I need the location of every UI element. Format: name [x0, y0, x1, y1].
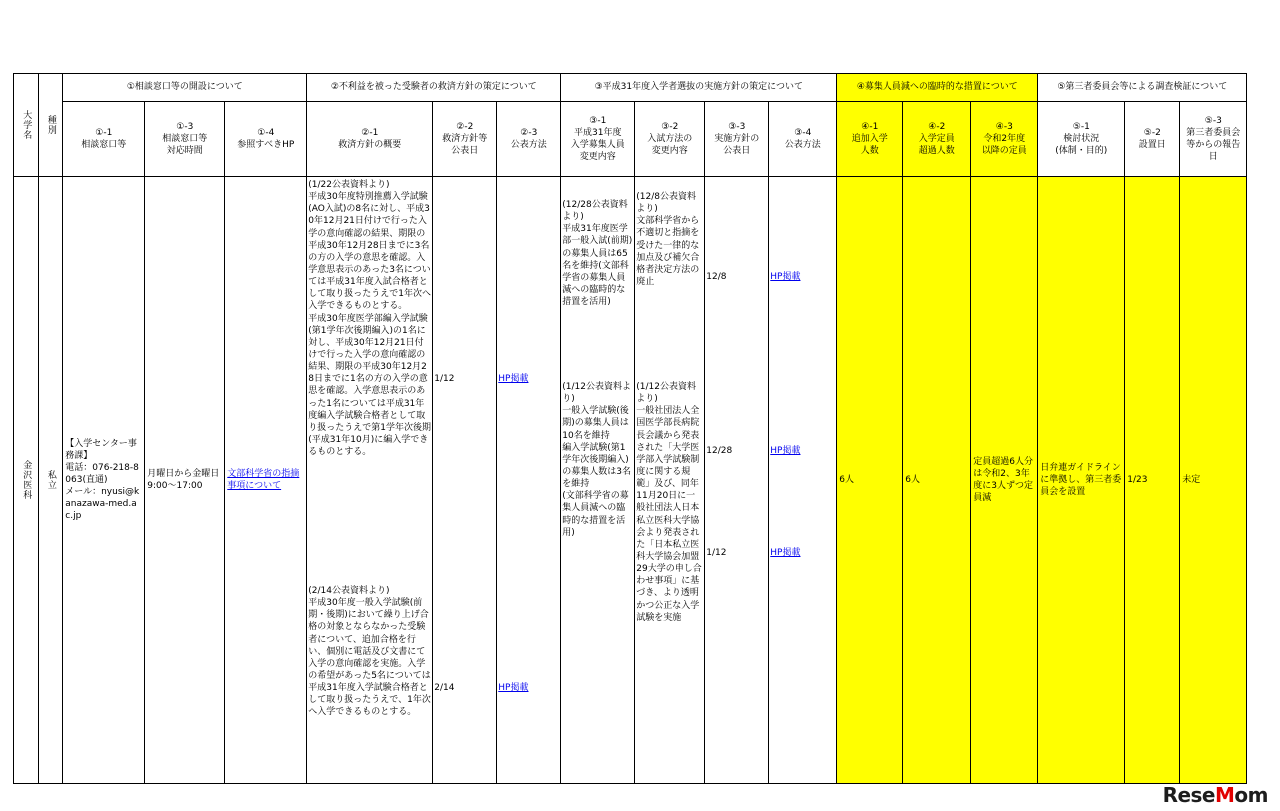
relief-date-b: 2/14	[434, 683, 455, 693]
univ-name-header: 大学名	[14, 74, 39, 177]
future-capacity-cell: 定員超過6人分は令和2、3年度に3人ずつ定員減	[971, 177, 1038, 784]
policy-date-c: 1/12	[706, 548, 727, 558]
col-5-3-header: ⑤-3 第三者委員会 等からの報告 日	[1180, 102, 1247, 177]
col-5-2-header: ⑤-2 設置日	[1125, 102, 1180, 177]
col-4-2-header: ④-2 入学定員 超過人数	[903, 102, 971, 177]
section-3-header: ③平成31年度入学者選抜の実施方針の策定について	[561, 74, 837, 102]
enrollment-change-cell	[561, 177, 635, 784]
reference-hp-link[interactable]: 文部科学省の指摘事項について	[227, 468, 300, 491]
exam-method-cell	[635, 177, 705, 784]
data-table	[13, 73, 1247, 784]
report-date-cell: 未定	[1180, 177, 1247, 784]
contact-cell: 【入学センター事務課】 電話：076-218-8063(直通) メール：nyusi@kanazawa-med.ac.jp	[63, 177, 145, 784]
table-row	[14, 177, 1247, 784]
hours-cell: 月曜日から金曜日 9:00〜17:00	[145, 177, 225, 784]
col-4-1-header: ④-1 追加入学 人数	[837, 102, 903, 177]
relief-method-cell	[497, 177, 561, 784]
relief-summary-b: (2/14公表資料より) 平成30年度一般入学試験(前期・後期)において繰り上げ合格の対象とならなかった受験者について、追加合格を行い、個別に電話及び文書にて入学の意向確認を実施。入学の希望があった5名については平成31年度入学試験合格者として取り扱ったうえで、1年次へ入学できるものとする。	[308, 586, 431, 718]
col-3-1-header: ③-1 平成31年度 入学募集人員 変更内容	[561, 102, 635, 177]
over-capacity-cell: 6人	[903, 177, 971, 784]
type-header: 種別	[39, 74, 63, 177]
committee-status-cell: 日弁連ガイドラインに準拠し、第三者委員会を設置	[1038, 177, 1125, 784]
relief-summary-a: (1/22公表資料より) 平成30年度特別推薦入学試験(AO入試)の8名に対し、平成30年12月21日付けで行った入学の意向確認の結果、期限の平成30年12月28日までに3名の方の入学の意思を確認。入学意思表示のあった3名については平成31年度入試合格者として取り扱ったうえで1年次へ入学できるものとする。 平成30年度医学部編入学試験(第1学年次後期編入)の1名に対し、平成30年12月21日付けで行った入学の意向確認の結果、期限の平成30年12月28日までに1名の方の入学の意思を確認。入学意思表示のあった1名については平成31年度編入学試験合格者として取り扱ったうえで第1学年次後期(平成31年10月)に編入学できるものとする。	[308, 180, 432, 458]
col-1-1-header: ①-1 相談窓口等	[63, 102, 145, 177]
policy-hp-link-b[interactable]: HP掲載	[770, 446, 801, 456]
type-cell: 私立	[39, 177, 63, 784]
policy-date-cell	[705, 177, 769, 784]
policy-hp-link-a[interactable]: HP掲載	[770, 272, 801, 282]
relief-date-cell	[433, 177, 497, 784]
resemom-logo: ReseMom	[1162, 783, 1268, 807]
additional-admission-cell: 6人	[837, 177, 903, 784]
policy-method-cell	[769, 177, 837, 784]
col-4-3-header: ④-3 令和2年度 以降の定員	[971, 102, 1038, 177]
col-3-2-header: ③-2 入試方法の 変更内容	[635, 102, 705, 177]
reference-hp-cell	[225, 177, 307, 784]
exam-method-b: (1/12公表資料より) 一般社団法人全国医学部長病院長会議から発表された「大学医学部入学試験制度に関する規範」及び、同年11月20日に一般社団法人日本私立医科大学協会より発表された「日本私立医科大学協会加盟29大学の申し合わせ事項」に基づき、より透明かつ公正な入学試験を実施	[636, 382, 702, 623]
enrollment-change-a: (12/28公表資料より) 平成31年度医学部一般入試(前期)の募集人員は65名を維持(文部科学省の募集人員減への臨時的な措置を活用)	[562, 200, 633, 308]
col-3-3-header: ③-3 実施方針の 公表日	[705, 102, 769, 177]
policy-date-b: 12/28	[706, 446, 733, 456]
relief-hp-link-a[interactable]: HP掲載	[498, 374, 529, 384]
relief-hp-link-b[interactable]: HP掲載	[498, 683, 529, 693]
col-2-2-header: ②-2 救済方針等 公表日	[433, 102, 497, 177]
policy-hp-link-c[interactable]: HP掲載	[770, 548, 801, 558]
section-2-header: ②不利益を被った受験者の救済方針の策定について	[307, 74, 561, 102]
relief-summary-cell	[307, 177, 433, 784]
enrollment-change-b: (1/12公表資料より) 一般入学試験(後期)の募集人員は10名を維持 編入学試験(第1学年次後期編入)の募集人数は3名を維持 (文部科学省の募集人員減への臨時的な措置を活用)	[562, 382, 632, 538]
col-2-3-header: ②-3 公表方法	[497, 102, 561, 177]
section-5-header: ⑤第三者委員会等による調査検証について	[1038, 74, 1247, 102]
policy-date-a: 12/8	[706, 272, 727, 282]
section-4-header: ④募集人員減への臨時的な措置について	[837, 74, 1038, 102]
col-2-1-header: ②-1 救済方針の概要	[307, 102, 433, 177]
col-3-4-header: ③-4 公表方法	[769, 102, 837, 177]
relief-date-a: 1/12	[434, 374, 455, 384]
section-1-header: ①相談窓口等の開設について	[63, 74, 307, 102]
established-date-cell: 1/23	[1125, 177, 1180, 784]
col-1-3-header: ①-3 相談窓口等 対応時間	[145, 102, 225, 177]
exam-method-a: (12/8公表資料より) 文部科学省から不適切と指摘を受けた一律的な加点及び補欠合格者決定方法の廃止	[636, 192, 700, 287]
col-1-4-header: ①-4 参照すべきHP	[225, 102, 307, 177]
univ-name-cell: 金沢医科	[14, 177, 39, 784]
col-5-1-header: ⑤-1 検討状況 (体制・目的)	[1038, 102, 1125, 177]
